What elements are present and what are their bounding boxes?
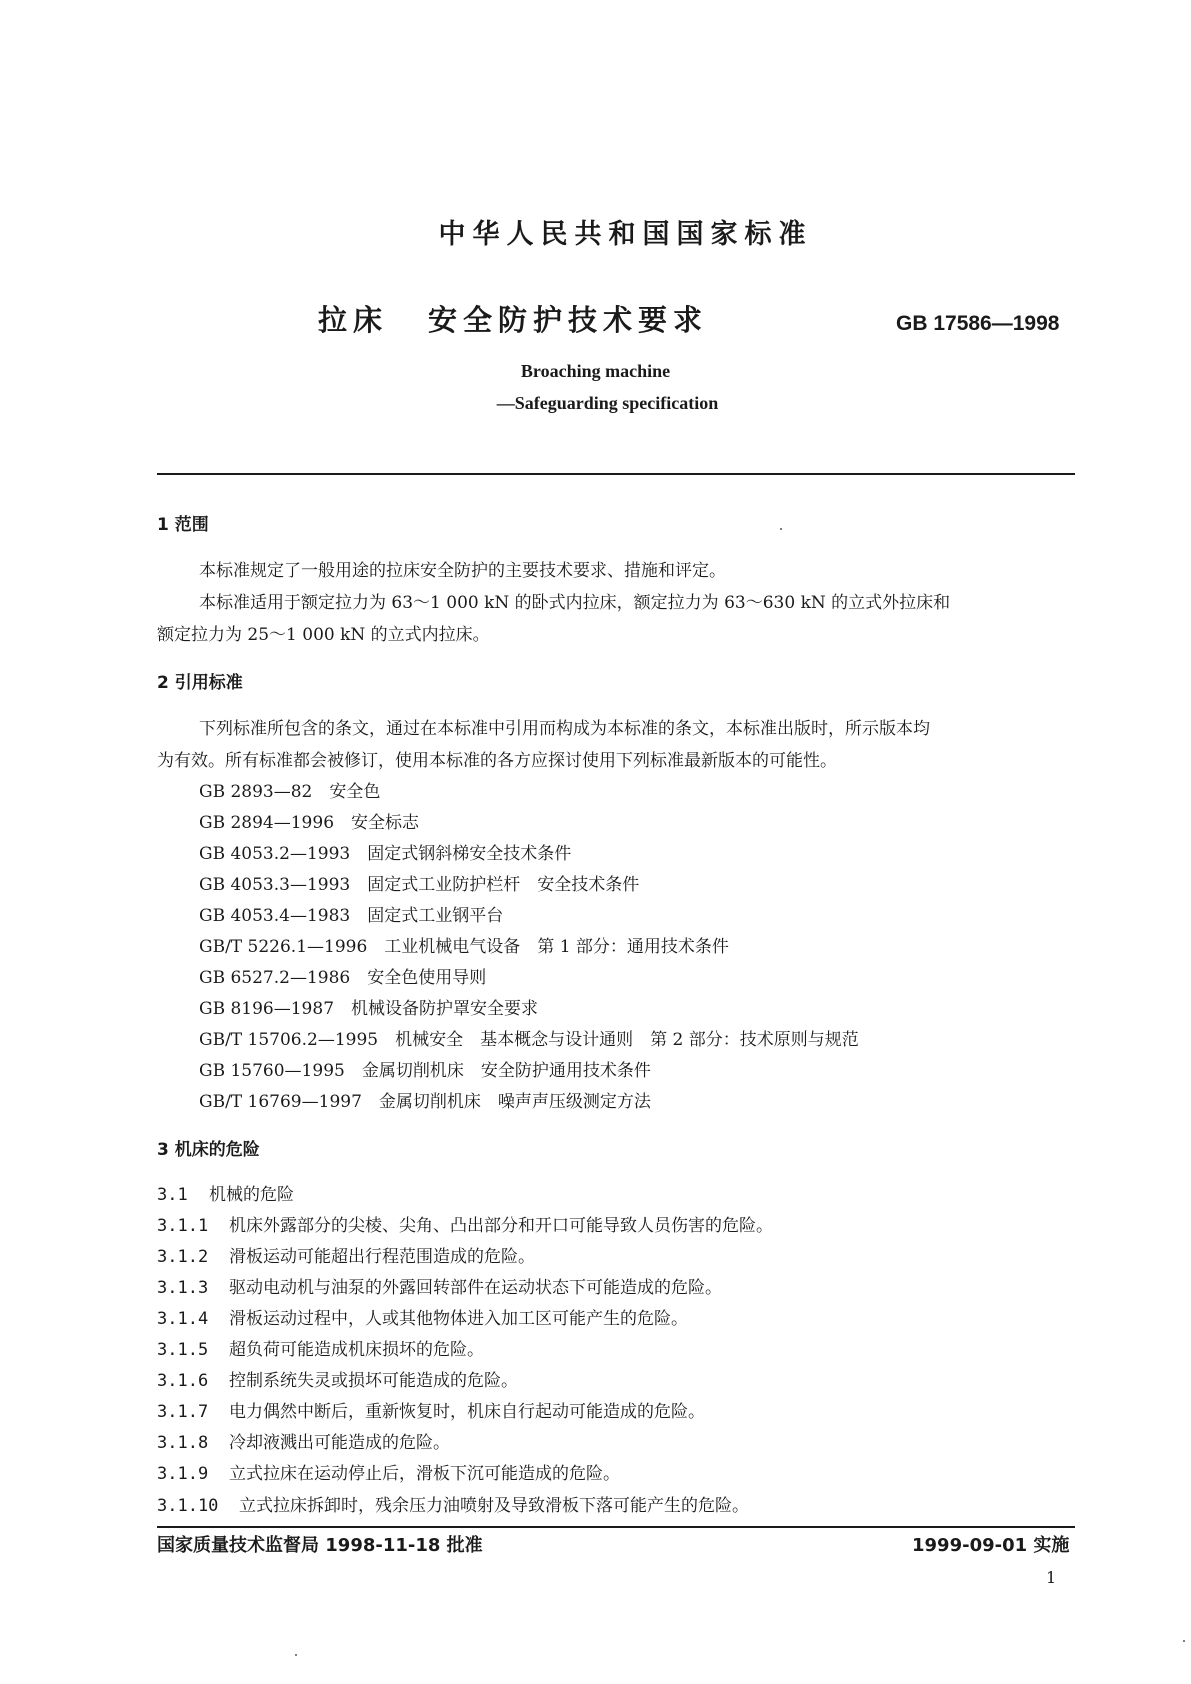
scan-speck: [780, 528, 782, 530]
clause-text: 电力偶然中断后，重新恢复时，机床自行起动可能造成的危险。: [229, 1402, 705, 1422]
section-2-heading: 2 引用标准: [157, 673, 243, 693]
document-title-en-line1: Broaching machine: [520, 361, 671, 381]
section-1-para1: 本标准规定了一般用途的拉床安全防护的主要技术要求、措施和评定。: [199, 561, 726, 581]
clause-row: [157, 1366, 518, 1391]
section-1-heading: 1 范围: [157, 515, 209, 535]
clause-row: [157, 1491, 749, 1516]
clause-row: [157, 1273, 722, 1298]
reference-item: GB 4053.4—1983 固定式工业钢平台: [199, 906, 504, 926]
reference-item: GB 2894—1996 安全标志: [199, 813, 420, 833]
clause-number: 3.1.6: [157, 1371, 209, 1391]
title-cn-part1: 拉床: [318, 303, 389, 337]
reference-item: GB 4053.3—1993 固定式工业防护栏杆 安全技术条件: [199, 875, 640, 895]
reference-item: GB 4053.2—1993 固定式钢斜梯安全技术条件: [199, 844, 572, 864]
clause-number: 3.1.3: [157, 1278, 209, 1298]
clause-text: 超负荷可能造成机床损坏的危险。: [229, 1340, 484, 1360]
section-2-para-line2: 为有效。所有标准都会被修订，使用本标准的各方应探讨使用下列标准最新版本的可能性。: [157, 751, 837, 771]
clause-text: 立式拉床拆卸时，残余压力油喷射及导致滑板下落可能产生的危险。: [239, 1496, 749, 1516]
reference-item: GB 8196—1987 机械设备防护罩安全要求: [199, 999, 539, 1019]
subsection-number: 3.1: [157, 1185, 188, 1205]
approval-line: 国家质量技术监督局 1998-11-18 批准: [157, 1535, 483, 1556]
clause-number: 3.1.10: [157, 1496, 219, 1516]
subsection-3-1: [157, 1180, 294, 1205]
scan-speck: [295, 1654, 297, 1656]
clause-number: 3.1.8: [157, 1433, 209, 1453]
section-1-para2-line2: 额定拉力为 25～1 000 kN 的立式内拉床。: [157, 625, 490, 645]
clause-number: 3.1.7: [157, 1402, 209, 1422]
clause-row: [157, 1397, 705, 1422]
clause-number: 3.1.2: [157, 1247, 209, 1267]
clause-text: 冷却液溅出可能造成的危险。: [229, 1433, 450, 1453]
clause-text: 滑板运动过程中，人或其他物体进入加工区可能产生的危险。: [229, 1309, 688, 1329]
clause-text: 滑板运动可能超出行程范围造成的危险。: [229, 1247, 535, 1267]
clause-text: 控制系统失灵或损坏可能造成的危险。: [229, 1371, 518, 1391]
clause-row: [157, 1428, 450, 1453]
clause-number: 3.1.1: [157, 1216, 209, 1236]
document-title-en-line2: —Safeguarding specification: [496, 393, 719, 413]
reference-item: GB/T 16769—1997 金属切削机床 噪声声压级测定方法: [199, 1092, 651, 1112]
clause-text: 驱动电动机与油泵的外露回转部件在运动状态下可能造成的危险。: [229, 1278, 722, 1298]
clause-number: 3.1.9: [157, 1464, 209, 1484]
clause-number: 3.1.4: [157, 1309, 209, 1329]
clause-row: [157, 1304, 688, 1329]
document-title-cn: [318, 298, 708, 339]
section-2-para-line1: 下列标准所包含的条文，通过在本标准中引用而构成为本标准的条文，本标准出版时，所示版本均: [199, 719, 930, 739]
reference-item: GB 2893—82 安全色: [199, 782, 381, 802]
national-standard-label: 中华人民共和国国家标准: [438, 219, 813, 250]
clause-text: 立式拉床在运动停止后，滑板下沉可能造成的危险。: [229, 1464, 620, 1484]
standard-code: GB 17586—1998: [896, 312, 1060, 335]
header-divider: [157, 473, 1075, 475]
clause-number: 3.1.5: [157, 1340, 209, 1360]
reference-item: GB 15760—1995 金属切削机床 安全防护通用技术条件: [199, 1061, 651, 1081]
scan-speck: [1183, 1640, 1185, 1642]
reference-item: GB/T 15706.2—1995 机械安全 基本概念与设计通则 第 2 部分：技术原则与规范: [199, 1030, 859, 1050]
section-3-heading: 3 机床的危险: [157, 1140, 260, 1160]
footer-divider: [157, 1526, 1075, 1528]
title-cn-part2: 安全防护技术要求: [428, 303, 709, 337]
clause-row: [157, 1211, 773, 1236]
reference-item: GB/T 5226.1—1996 工业机械电气设备 第 1 部分：通用技术条件: [199, 937, 729, 957]
implementation-date: 1999-09-01 实施: [912, 1535, 1070, 1556]
section-1-para2-line1: 本标准适用于额定拉力为 63～1 000 kN 的卧式内拉床，额定拉力为 63～630 kN 的立式外拉床和: [199, 593, 951, 613]
clause-row: [157, 1242, 535, 1267]
clause-text: 机床外露部分的尖棱、尖角、凸出部分和开口可能导致人员伤害的危险。: [229, 1216, 773, 1236]
clause-row: [157, 1459, 620, 1484]
reference-item: GB 6527.2—1986 安全色使用导则: [199, 968, 487, 988]
page-number: 1: [1046, 1568, 1057, 1587]
clause-row: [157, 1335, 484, 1360]
subsection-title: 机械的危险: [209, 1185, 294, 1205]
